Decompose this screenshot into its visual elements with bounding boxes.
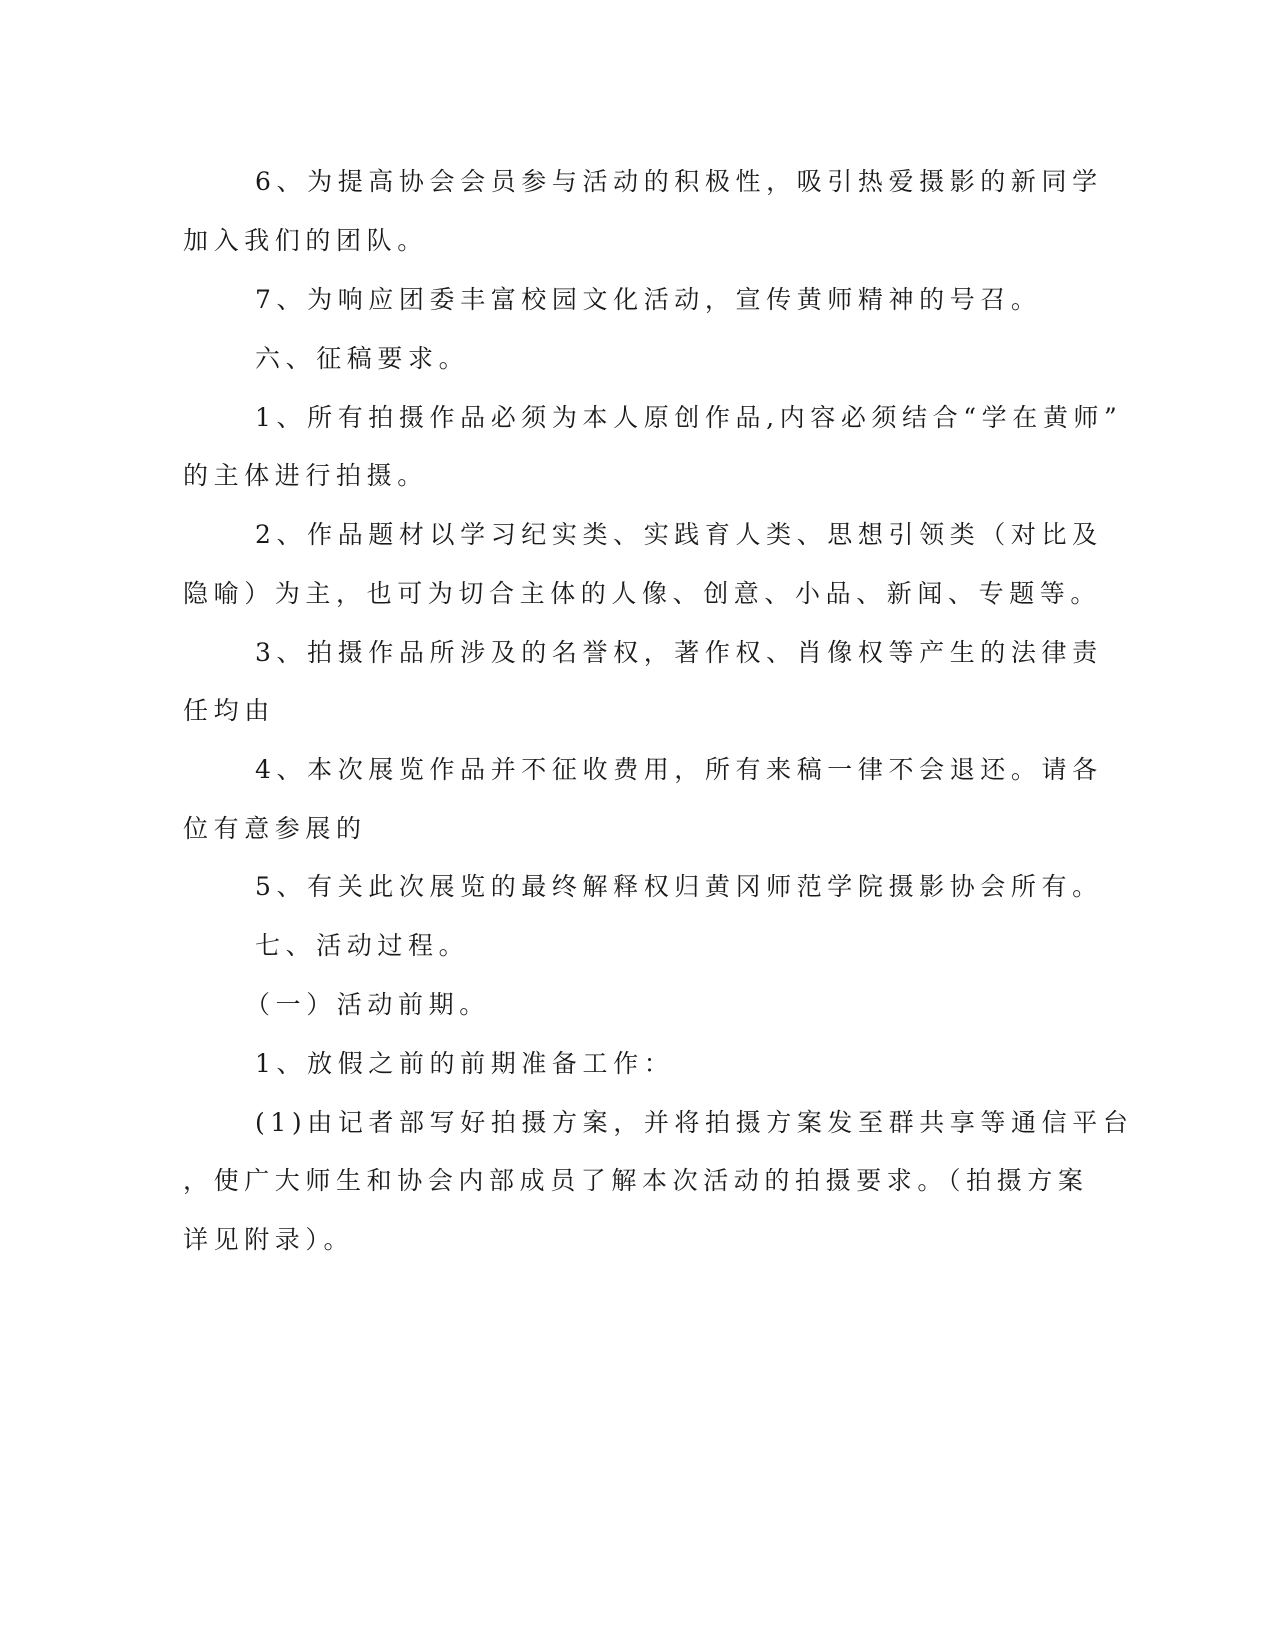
paragraph-item-7: 7、为响应团委丰富校园文化活动，宣传黄师精神的号召。 <box>255 285 1042 314</box>
section-heading-6: 六、征稿要求。 <box>255 344 470 373</box>
paragraph-item-6-line-1: 6、为提高协会会员参与活动的积极性，吸引热爱摄影的新同学 <box>255 167 1103 196</box>
requirement-1-line-2: 的主体进行拍摄。 <box>183 461 428 490</box>
requirement-2-line-1: 2、作品题材以学习纪实类、实践育人类、思想引领类（对比及 <box>255 520 1103 549</box>
step-1-sub-1-line-3: 详见附录）。 <box>183 1225 355 1254</box>
requirement-4-line-1: 4、本次展览作品并不征收费用，所有来稿一律不会退还。请各 <box>255 755 1103 784</box>
requirement-2-line-2: 隐喻）为主，也可为切合主体的人像、创意、小品、新闻、专题等。 <box>183 579 1102 608</box>
step-1: 1、放假之前的前期准备工作： <box>255 1049 675 1078</box>
requirement-3-line-2: 任均由 <box>183 696 275 725</box>
step-1-sub-1-line-2: ，使广大师生和协会内部成员了解本次活动的拍摄要求。（拍摄方案 <box>183 1166 1089 1195</box>
requirement-3-line-1: 3、拍摄作品所涉及的名誉权，著作权、肖像权等产生的法律责 <box>255 638 1103 667</box>
requirement-4-line-2: 位有意参展的 <box>183 814 367 843</box>
paragraph-item-6-line-2: 加入我们的团队。 <box>183 226 428 255</box>
requirement-1-line-1: 1、所有拍摄作品必须为本人原创作品,内容必须结合“学在黄师” <box>255 403 1123 432</box>
section-heading-7: 七、活动过程。 <box>255 931 470 960</box>
subsection-heading-1: （一）活动前期。 <box>245 990 490 1019</box>
step-1-sub-1-line-1: (1)由记者部写好拍摄方案，并将拍摄方案发至群共享等通信平台 <box>255 1108 1134 1137</box>
requirement-5: 5、有关此次展览的最终解释权归黄冈师范学院摄影协会所有。 <box>255 872 1103 901</box>
